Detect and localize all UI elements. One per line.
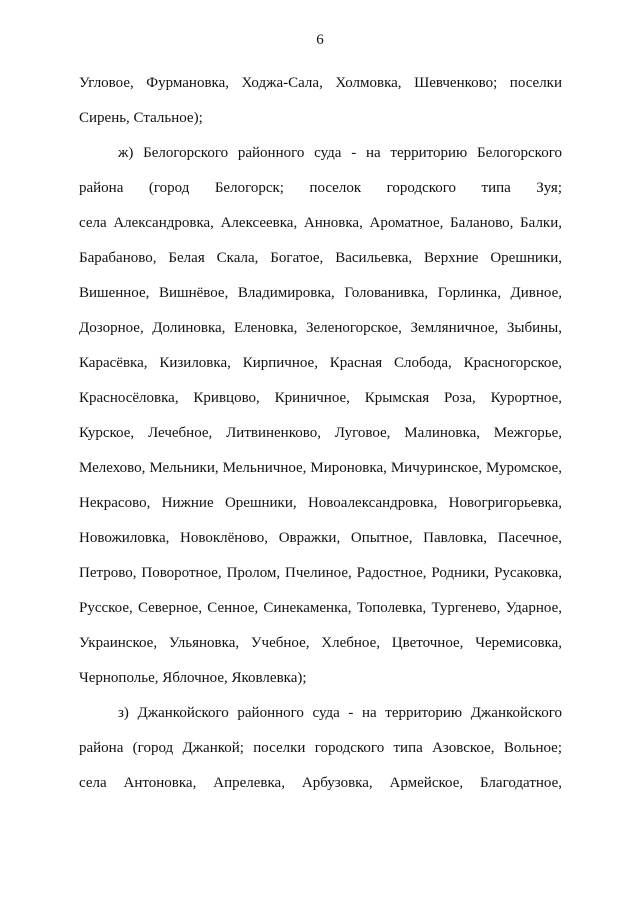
text-line: Красносёловка, Кривцово, Криничное, Крымская Роза, Курортное, — [79, 390, 562, 406]
text-line: района (город Белогорск; поселок городского типа Зуя; — [79, 180, 562, 196]
text-line: Мелехово, Мельники, Мельничное, Мироновка, Мичуринское, Муромское, — [79, 460, 562, 476]
text-line: Дозорное, Долиновка, Еленовка, Зеленогорское, Земляничное, Зыбины, — [79, 320, 562, 336]
text-line: села Антоновка, Апрелевка, Арбузовка, Армейское, Благодатное, — [79, 775, 562, 791]
text-line: Угловое, Фурмановка, Ходжа-Сала, Холмовка, Шевченково; поселки — [79, 75, 562, 91]
text-line: Новожиловка, Новоклёново, Овражки, Опытное, Павловка, Пасечное, — [79, 530, 562, 546]
text-line: Чернополье, Яблочное, Яковлевка); — [79, 670, 307, 686]
text-line: Вишенное, Вишнёвое, Владимировка, Голованивка, Горлинка, Дивное, — [79, 285, 562, 301]
text-line: района (город Джанкой; поселки городского типа Азовское, Вольное; — [79, 740, 562, 756]
text-line: Барабаново, Белая Скала, Богатое, Васильевка, Верхние Орешники, — [79, 250, 562, 266]
text-line: Петрово, Поворотное, Пролом, Пчелиное, Радостное, Родники, Русаковка, — [79, 565, 562, 581]
text-line: ж) Белогорского районного суда - на территорию Белогорского — [118, 145, 562, 161]
text-line: Некрасово, Нижние Орешники, Новоалександровка, Новогригорьевка, — [79, 495, 562, 511]
text-line: Курское, Лечебное, Литвиненково, Луговое, Малиновка, Межгорье, — [79, 425, 562, 441]
text-line: Сирень, Стальное); — [79, 110, 203, 126]
text-line: Карасёвка, Кизиловка, Кирпичное, Красная Слобода, Красногорское, — [79, 355, 562, 371]
page-number: 6 — [316, 32, 324, 48]
text-line: Украинское, Ульяновка, Учебное, Хлебное, Цветочное, Черемисовка, — [79, 635, 562, 651]
text-line: Русское, Северное, Сенное, Синекаменка, Тополевка, Тургенево, Ударное, — [79, 600, 562, 616]
text-line: з) Джанкойского районного суда - на территорию Джанкойского — [118, 705, 562, 721]
text-line: села Александровка, Алексеевка, Анновка, Ароматное, Баланово, Балки, — [79, 215, 562, 231]
